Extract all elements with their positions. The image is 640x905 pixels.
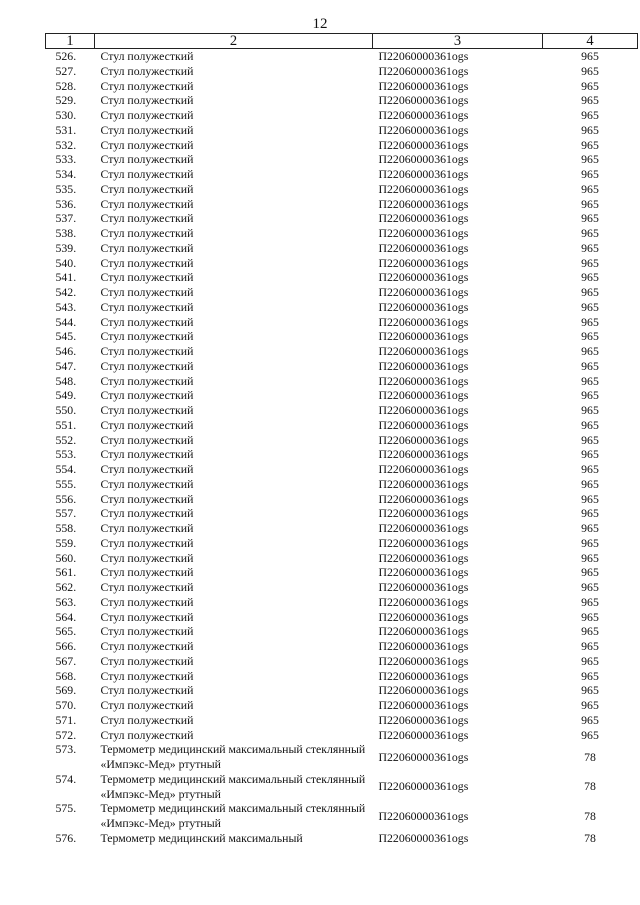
- item-code: П22060000361ogs: [378, 779, 469, 794]
- row-number: 546.: [55, 344, 77, 358]
- item-name: Стул полужесткий: [100, 447, 194, 462]
- table-row: [46, 108, 638, 123]
- item-quantity: 965: [581, 521, 599, 535]
- row-number: 554.: [55, 462, 77, 476]
- item-name: Стул полужесткий: [100, 344, 194, 358]
- table-row: [46, 610, 638, 625]
- item-quantity: 965: [581, 388, 599, 403]
- item-code: П22060000361ogs: [378, 580, 469, 594]
- item-name: Стул полужесткий: [100, 609, 194, 624]
- column-header-code: 3: [373, 34, 543, 49]
- table-row: [46, 211, 638, 226]
- row-number: 538.: [55, 226, 77, 240]
- row-number: 553.: [55, 447, 77, 462]
- table-row: [46, 713, 638, 728]
- item-name: Стул полужесткий: [100, 506, 194, 521]
- row-number: 566.: [55, 639, 77, 653]
- table-row: [46, 329, 638, 344]
- item-code: П22060000361ogs: [378, 727, 469, 742]
- item-code: П22060000361ogs: [378, 240, 469, 255]
- item-name: Стул полужесткий: [100, 432, 194, 447]
- row-number: 536.: [55, 196, 77, 211]
- item-code: П22060000361ogs: [378, 255, 469, 270]
- item-name: Стул полужесткий: [100, 417, 194, 432]
- item-name: Стул полужесткий: [100, 240, 194, 255]
- table-row: [46, 551, 638, 566]
- item-quantity: 78: [584, 830, 596, 845]
- item-name: Стул полужесткий: [100, 373, 194, 388]
- item-quantity: 965: [581, 727, 599, 742]
- item-quantity: 965: [581, 432, 599, 447]
- item-quantity: 965: [581, 565, 599, 580]
- table-row: [46, 742, 638, 772]
- table-row: [46, 669, 638, 684]
- item-code: П22060000361ogs: [378, 329, 469, 344]
- item-code: П22060000361ogs: [378, 49, 469, 63]
- item-name: Термометр медицинский максимальный стеклянный «Импэкс-Мед» ртутный: [100, 771, 366, 801]
- item-code: П22060000361ogs: [378, 476, 469, 491]
- item-quantity: 965: [581, 226, 599, 240]
- item-quantity: 965: [581, 122, 599, 137]
- item-code: П22060000361ogs: [378, 344, 469, 358]
- item-name: Стул полужесткий: [100, 624, 194, 639]
- item-name: Стул полужесткий: [100, 63, 194, 78]
- table-row: [46, 831, 638, 846]
- item-quantity: 965: [581, 447, 599, 462]
- item-name: Стул полужесткий: [100, 226, 194, 240]
- item-name: Стул полужесткий: [100, 211, 194, 226]
- item-quantity: 965: [581, 285, 599, 299]
- table-row: [46, 49, 638, 64]
- item-quantity: 965: [581, 491, 599, 506]
- item-name: Стул полужесткий: [100, 167, 194, 181]
- item-name: Стул полужесткий: [100, 639, 194, 653]
- item-code: П22060000361ogs: [378, 609, 469, 624]
- item-name: Стул полужесткий: [100, 270, 194, 285]
- item-quantity: 965: [581, 550, 599, 565]
- item-quantity: 965: [581, 417, 599, 432]
- item-name: Стул полужесткий: [100, 137, 194, 152]
- column-header-quantity: 4: [543, 34, 638, 49]
- table-row: [46, 418, 638, 433]
- table-row: [46, 226, 638, 241]
- item-code: П22060000361ogs: [378, 447, 469, 462]
- item-code: П22060000361ogs: [378, 211, 469, 226]
- row-number: 557.: [55, 506, 77, 521]
- row-number: 530.: [55, 108, 77, 122]
- table-row: [46, 462, 638, 477]
- item-quantity: 965: [581, 683, 599, 698]
- item-code: П22060000361ogs: [378, 108, 469, 122]
- item-quantity: 965: [581, 314, 599, 329]
- item-name: Стул полужесткий: [100, 698, 194, 712]
- item-quantity: 965: [581, 476, 599, 491]
- item-name: Стул полужесткий: [100, 580, 194, 594]
- item-code: П22060000361ogs: [378, 285, 469, 299]
- table-row: [46, 344, 638, 359]
- item-name: Стул полужесткий: [100, 653, 194, 668]
- table-row: [46, 359, 638, 374]
- table-row: [46, 285, 638, 300]
- item-code: П22060000361ogs: [378, 565, 469, 580]
- item-name: Стул полужесткий: [100, 314, 194, 329]
- item-quantity: 965: [581, 255, 599, 270]
- item-quantity: 965: [581, 594, 599, 609]
- table-row: [46, 93, 638, 108]
- item-name: Стул полужесткий: [100, 462, 194, 476]
- table-row: [46, 683, 638, 698]
- row-number: 562.: [55, 580, 77, 594]
- table-row: [46, 801, 638, 831]
- row-number: 574.: [55, 771, 77, 786]
- item-code: П22060000361ogs: [378, 78, 469, 93]
- item-quantity: 965: [581, 329, 599, 344]
- item-quantity: 965: [581, 609, 599, 624]
- table-row: [46, 521, 638, 536]
- item-code: П22060000361ogs: [378, 653, 469, 668]
- row-number: 539.: [55, 240, 77, 255]
- row-number: 570.: [55, 698, 77, 712]
- row-number: 535.: [55, 181, 77, 196]
- item-code: П22060000361ogs: [378, 639, 469, 653]
- item-quantity: 965: [581, 152, 599, 167]
- row-number: 545.: [55, 329, 77, 344]
- item-code: П22060000361ogs: [378, 226, 469, 240]
- item-code: П22060000361ogs: [378, 373, 469, 388]
- item-code: П22060000361ogs: [378, 521, 469, 535]
- row-number: 571.: [55, 712, 77, 727]
- table-row: [46, 167, 638, 182]
- row-number: 542.: [55, 285, 77, 299]
- item-code: П22060000361ogs: [378, 181, 469, 196]
- row-number: 560.: [55, 550, 77, 565]
- item-code: П22060000361ogs: [378, 93, 469, 108]
- item-name: Стул полужесткий: [100, 329, 194, 344]
- item-quantity: 965: [581, 712, 599, 727]
- row-number: 551.: [55, 417, 77, 432]
- row-number: 564.: [55, 609, 77, 624]
- table-row: [46, 506, 638, 521]
- table-row: [46, 595, 638, 610]
- item-quantity: 965: [581, 653, 599, 668]
- table-row: [46, 123, 638, 138]
- item-name: Стул полужесткий: [100, 49, 194, 63]
- item-quantity: 78: [584, 808, 596, 823]
- item-name: Стул полужесткий: [100, 108, 194, 122]
- table-row: [46, 64, 638, 79]
- row-number: 552.: [55, 432, 77, 447]
- item-quantity: 965: [581, 535, 599, 550]
- item-name: Стул полужесткий: [100, 299, 194, 314]
- item-name: Стул полужесткий: [100, 476, 194, 491]
- item-code: П22060000361ogs: [378, 712, 469, 727]
- table-row: [46, 241, 638, 256]
- row-number: 537.: [55, 211, 77, 226]
- table-row: [46, 182, 638, 197]
- item-code: П22060000361ogs: [378, 830, 469, 845]
- table-row: [46, 728, 638, 743]
- table-row: [46, 624, 638, 639]
- table-row: [46, 152, 638, 167]
- item-quantity: 965: [581, 462, 599, 476]
- row-number: 575.: [55, 801, 77, 816]
- item-name: Стул полужесткий: [100, 712, 194, 727]
- item-quantity: 965: [581, 196, 599, 211]
- item-code: П22060000361ogs: [378, 388, 469, 403]
- item-name: Стул полужесткий: [100, 565, 194, 580]
- item-code: П22060000361ogs: [378, 535, 469, 550]
- item-name: Стул полужесткий: [100, 535, 194, 550]
- inventory-table: [45, 33, 638, 846]
- table-row: [46, 492, 638, 507]
- item-code: П22060000361ogs: [378, 122, 469, 137]
- row-number: 549.: [55, 388, 77, 403]
- table-row: [46, 388, 638, 403]
- table-row: [46, 315, 638, 330]
- item-code: П22060000361ogs: [378, 152, 469, 167]
- row-number: 531.: [55, 122, 77, 137]
- item-quantity: 965: [581, 137, 599, 152]
- item-code: П22060000361ogs: [378, 270, 469, 285]
- table-row: [46, 270, 638, 285]
- table-body: [46, 49, 638, 846]
- table-row: [46, 433, 638, 448]
- item-code: П22060000361ogs: [378, 749, 469, 764]
- item-code: П22060000361ogs: [378, 550, 469, 565]
- table-row: [46, 403, 638, 418]
- row-number: 556.: [55, 491, 77, 506]
- item-quantity: 965: [581, 358, 599, 373]
- item-code: П22060000361ogs: [378, 314, 469, 329]
- item-code: П22060000361ogs: [378, 683, 469, 698]
- item-quantity: 965: [581, 181, 599, 196]
- item-quantity: 965: [581, 167, 599, 181]
- row-number: 569.: [55, 683, 77, 698]
- item-name: Стул полужесткий: [100, 93, 194, 108]
- item-quantity: 965: [581, 78, 599, 93]
- item-code: П22060000361ogs: [378, 417, 469, 432]
- item-name: Стул полужесткий: [100, 403, 194, 417]
- item-quantity: 965: [581, 373, 599, 388]
- table-row: [46, 698, 638, 713]
- item-code: П22060000361ogs: [378, 462, 469, 476]
- item-quantity: 965: [581, 344, 599, 358]
- item-code: П22060000361ogs: [378, 167, 469, 181]
- item-code: П22060000361ogs: [378, 137, 469, 152]
- row-number: 565.: [55, 624, 77, 639]
- item-quantity: 965: [581, 299, 599, 314]
- item-code: П22060000361ogs: [378, 403, 469, 417]
- row-number: 528.: [55, 78, 77, 93]
- item-name: Стул полужесткий: [100, 255, 194, 270]
- row-number: 532.: [55, 137, 77, 152]
- table-row: [46, 654, 638, 669]
- page-number: 12: [312, 16, 328, 32]
- row-number: 550.: [55, 403, 77, 417]
- item-name: Термометр медицинский максимальный стеклянный «Импэкс-Мед» ртутный: [100, 801, 366, 830]
- row-number: 572.: [55, 727, 77, 742]
- item-quantity: 965: [581, 639, 599, 653]
- item-name: Термометр медицинский максимальный стеклянный «Импэкс-Мед» ртутный: [100, 742, 366, 771]
- item-name: Стул полужесткий: [100, 668, 194, 683]
- item-name: Стул полужесткий: [100, 285, 194, 299]
- item-quantity: 965: [581, 211, 599, 226]
- item-quantity: 78: [584, 779, 596, 794]
- row-number: 563.: [55, 594, 77, 609]
- table-row: [46, 79, 638, 94]
- item-name: Стул полужесткий: [100, 683, 194, 698]
- item-code: П22060000361ogs: [378, 358, 469, 373]
- row-number: 526.: [55, 49, 77, 63]
- table-row: [46, 639, 638, 654]
- item-code: П22060000361ogs: [378, 491, 469, 506]
- row-number: 558.: [55, 521, 77, 535]
- item-quantity: 78: [584, 749, 596, 764]
- column-header-name: 2: [95, 34, 373, 49]
- item-quantity: 965: [581, 624, 599, 639]
- item-name: Стул полужесткий: [100, 78, 194, 93]
- column-header-number: 1: [46, 34, 95, 49]
- row-number: 543.: [55, 299, 77, 314]
- item-code: П22060000361ogs: [378, 299, 469, 314]
- item-quantity: 965: [581, 63, 599, 78]
- row-number: 559.: [55, 535, 77, 550]
- item-name: Стул полужесткий: [100, 122, 194, 137]
- item-quantity: 965: [581, 668, 599, 683]
- item-name: Стул полужесткий: [100, 358, 194, 373]
- item-code: П22060000361ogs: [378, 432, 469, 447]
- item-code: П22060000361ogs: [378, 594, 469, 609]
- item-quantity: 965: [581, 49, 599, 63]
- row-number: 547.: [55, 358, 77, 373]
- table-row: [46, 374, 638, 389]
- item-code: П22060000361ogs: [378, 196, 469, 211]
- item-code: П22060000361ogs: [378, 698, 469, 712]
- item-code: П22060000361ogs: [378, 506, 469, 521]
- item-code: П22060000361ogs: [378, 668, 469, 683]
- row-number: 555.: [55, 476, 77, 491]
- table-header-row: [46, 34, 638, 49]
- row-number: 568.: [55, 668, 77, 683]
- item-name: Стул полужесткий: [100, 152, 194, 167]
- item-code: П22060000361ogs: [378, 808, 469, 823]
- row-number: 576.: [55, 830, 77, 845]
- table-row: [46, 772, 638, 802]
- item-quantity: 965: [581, 403, 599, 417]
- item-name: Стул полужесткий: [100, 550, 194, 565]
- row-number: 529.: [55, 93, 77, 108]
- table-row: [46, 477, 638, 492]
- row-number: 527.: [55, 63, 77, 78]
- item-name: Стул полужесткий: [100, 521, 194, 535]
- item-quantity: 965: [581, 240, 599, 255]
- item-name: Стул полужесткий: [100, 491, 194, 506]
- item-name: Стул полужесткий: [100, 196, 194, 211]
- item-name: Стул полужесткий: [100, 181, 194, 196]
- item-quantity: 965: [581, 270, 599, 285]
- item-quantity: 965: [581, 698, 599, 712]
- row-number: 541.: [55, 270, 77, 285]
- item-name: Термометр медицинский максимальный: [100, 830, 303, 845]
- row-number: 548.: [55, 373, 77, 388]
- row-number: 544.: [55, 314, 77, 329]
- item-code: П22060000361ogs: [378, 63, 469, 78]
- row-number: 540.: [55, 255, 77, 270]
- table-row: [46, 580, 638, 595]
- table-row: [46, 256, 638, 271]
- item-name: Стул полужесткий: [100, 727, 194, 742]
- item-name: Стул полужесткий: [100, 594, 194, 609]
- row-number: 573.: [55, 742, 77, 757]
- table-row: [46, 447, 638, 462]
- row-number: 561.: [55, 565, 77, 580]
- table-row: [46, 565, 638, 580]
- item-quantity: 965: [581, 93, 599, 108]
- table-row: [46, 536, 638, 551]
- item-quantity: 965: [581, 108, 599, 122]
- row-number: 533.: [55, 152, 77, 167]
- item-quantity: 965: [581, 506, 599, 521]
- row-number: 567.: [55, 653, 77, 668]
- item-code: П22060000361ogs: [378, 624, 469, 639]
- table-row: [46, 138, 638, 153]
- table-row: [46, 300, 638, 315]
- table-row: [46, 197, 638, 212]
- row-number: 534.: [55, 167, 77, 181]
- item-name: Стул полужесткий: [100, 388, 194, 403]
- item-quantity: 965: [581, 580, 599, 594]
